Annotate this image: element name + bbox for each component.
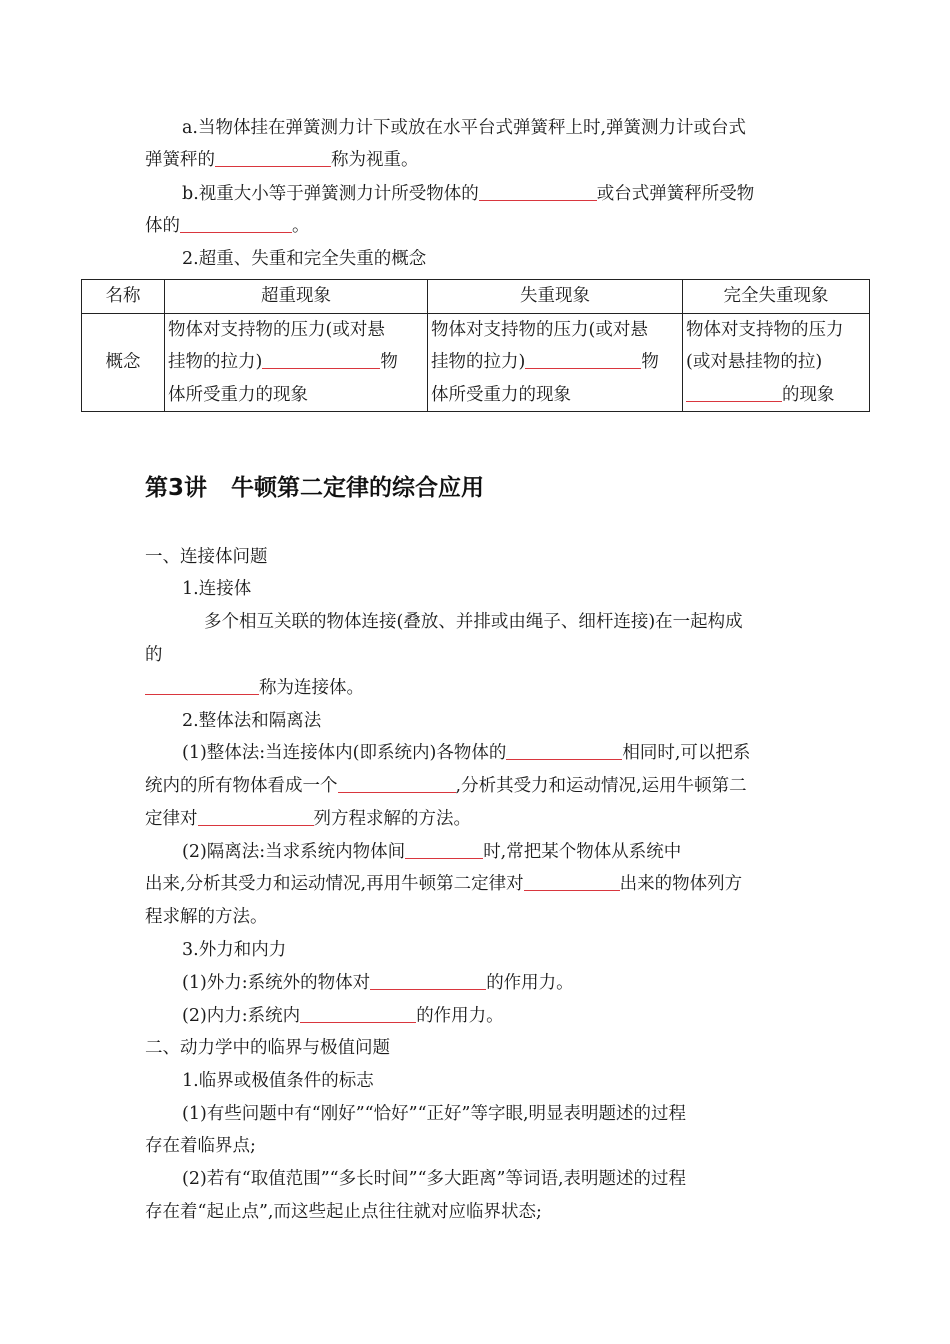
blank-field[interactable] [405,841,483,859]
section-2-title: 二、动力学中的临界与极值问题 [145,1038,390,1058]
s2-i2-line-2: 存在着“起止点”,而这些起止点往往就对应临界状态; [145,1202,542,1222]
header-complete-weightloss: 完全失重现象 [683,280,870,314]
s1-m2-line-3: 程求解的方法。 [145,907,268,927]
table-row [82,313,870,412]
s1-m1-line-2: 统内的所有物体看成一个 ,分析其受力和运动情况,运用牛顿第二 [145,776,747,796]
para-a-line-1: a.当物体挂在弹簧测力计下或放在水平台式弹簧秤上时,弹簧测力计或台式 [182,118,747,138]
table-header-row [82,280,870,314]
blank-field[interactable] [370,972,486,990]
blank-field[interactable] [338,775,456,793]
s1-p1-line-2: 的 [145,645,163,665]
s1-h2: 2.整体法和隔离法 [182,711,322,731]
blank-field[interactable] [525,351,641,369]
s1-m2-line-2: 出来,分析其受力和运动情况,再用牛顿第二定律对 出来的物体列方 [145,874,743,894]
section-1-title: 一、连接体问题 [145,547,268,567]
cell-overweight: 物体对支持物的压力(或对悬 挂物的拉力) 物 体所受重力的现象 [165,313,428,412]
row-label: 概念 [82,313,165,412]
s1-h3: 3.外力和内力 [182,940,287,960]
header-name: 名称 [82,280,165,314]
cell-complete-weightloss: 物体对支持物的压力 (或对悬挂物的拉) 的现象 [683,313,870,412]
s1-p1-line-1: 多个相互关联的物体连接(叠放、并排或由绳子、细杆连接)在一起构成 [204,612,743,632]
s1-f1: (1)外力:系统外的物体对 的作用力。 [182,973,574,993]
s1-m1-line-3: 定律对 列方程求解的方法。 [145,809,471,829]
blank-field[interactable] [215,149,331,167]
s2-i1-line-2: 存在着临界点; [145,1136,256,1156]
blank-field[interactable] [300,1005,416,1023]
blank-field[interactable] [198,808,314,826]
s2-i2-line-1: (2)若有“取值范围”“多长时间”“多大距离”等词语,表明题述的过程 [182,1169,687,1189]
header-overweight: 超重现象 [165,280,428,314]
blank-field[interactable] [479,183,597,201]
para-a-line-2: 弹簧秤的 称为视重。 [145,150,419,170]
blank-field[interactable] [262,351,380,369]
heading-concepts: 2.超重、失重和完全失重的概念 [182,249,427,269]
s1-m2-line-1: (2)隔离法:当求系统内物体间 时,常把某个物体从系统中 [182,842,682,862]
blank-field[interactable] [180,215,292,233]
blank-field[interactable] [524,873,620,891]
lecture-title: 第3讲 牛顿第二定律的综合应用 [145,475,485,501]
header-weightloss: 失重现象 [428,280,683,314]
s1-p1-line-3: 称为连接体。 [145,676,810,700]
s1-h1: 1.连接体 [182,579,252,599]
s1-f2: (2)内力:系统内 的作用力。 [182,1006,504,1026]
s2-h1: 1.临界或极值条件的标志 [182,1071,374,1091]
blank-field[interactable] [686,384,782,402]
para-b-line-1: b.视重大小等于弹簧测力计所受物体的 或台式弹簧秤所受物 [182,184,755,204]
concept-table [81,279,870,412]
blank-field[interactable] [506,742,622,760]
blank-field[interactable] [145,677,259,695]
para-b-line-2: 体的 。 [145,216,310,236]
s2-i1-line-1: (1)有些问题中有“刚好”“恰好”“正好”等字眼,明显表明题述的过程 [182,1104,687,1124]
s1-m1-line-1: (1)整体法:当连接体内(即系统内)各物体的 相同时,可以把系 [182,743,751,763]
cell-weightloss: 物体对支持物的压力(或对悬 挂物的拉力) 物 体所受重力的现象 [428,313,683,412]
